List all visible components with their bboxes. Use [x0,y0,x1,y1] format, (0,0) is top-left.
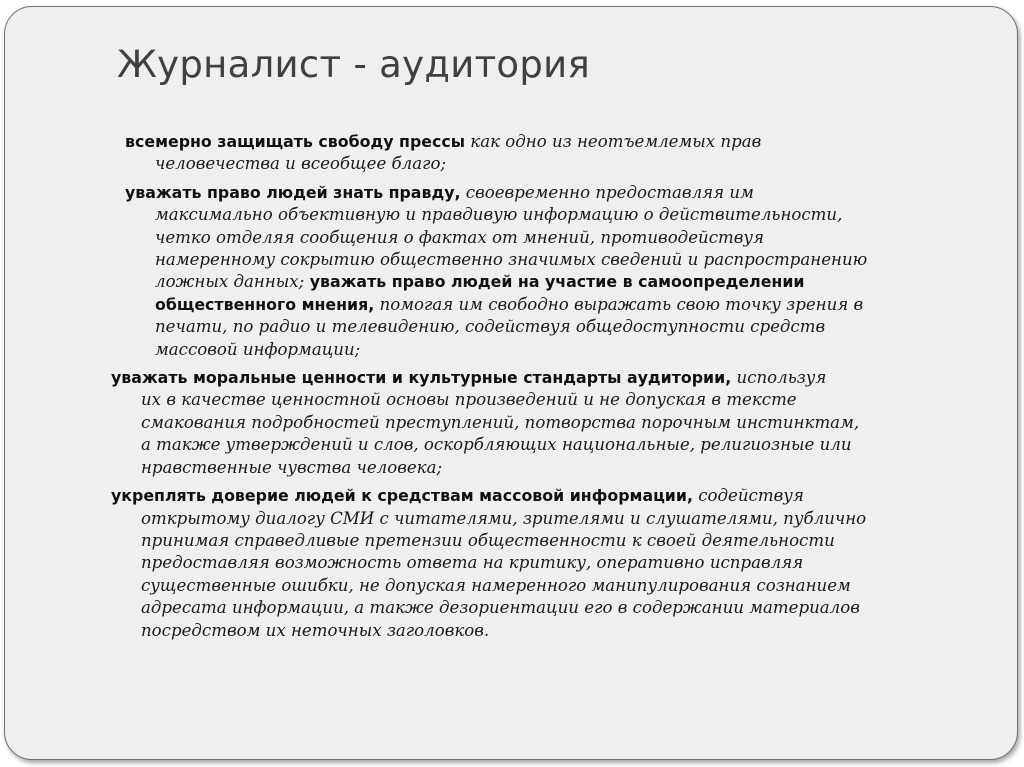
paragraph-2-line-4 [125,249,991,271]
paragraph-2-line-2-text: максимально объективную и правдивую информацию о действительности, [155,205,843,225]
paragraph-2-line-7-text: печати, по радио и телевидению, содействуя общедоступности средств [155,317,826,337]
paragraph-3-line-3-text: смакования подробностей преступлений, потворства порочным инстинктам, [141,412,860,432]
paragraph-2-sublead-cont: общественного мнения, [155,294,375,314]
paragraph-2-line-1-text: своевременно предоставляя им [460,182,754,202]
paragraph-2-line-3-text: четко отделяя сообщения о фактах от мнений, противодействуя [155,227,765,247]
paragraph-1-lead: всемерно защищать свободу прессы [125,132,466,151]
paragraph-3-line-5-text: нравственные чувства человека; [141,457,443,477]
paragraph-3-line-2 [111,389,991,411]
paragraph-4-line-3 [111,530,991,552]
slide [4,6,1018,760]
paragraph-3-line-1 [111,367,991,389]
paragraph-4-line-6-text: адресата информации, а также дезориентации его в содержании материалов [141,598,860,618]
paragraph-1 [125,131,991,176]
paragraph-3-line-4 [111,434,991,456]
slide-title: Журналист - аудитория [117,43,591,86]
paragraph-3-line-4-text: а также утверждений и слов, оскорбляющих национальные, религиозные или [141,435,852,455]
paragraph-1-line-1 [125,131,991,153]
paragraph-3-line-3 [111,412,991,434]
paragraph-2-line-7 [125,316,991,338]
paragraph-4-line-4 [111,552,991,574]
paragraph-1-line-1-text: как одно из неотъемлемых прав [465,132,762,151]
paragraph-4-line-3-text: принимая справедливые претензии общественности к своей деятельности [141,530,835,550]
paragraph-2-line-5-text: ложных данных; [155,272,305,292]
paragraph-4-line-7 [111,620,991,642]
paragraph-3-line-2-text: их в качестве ценностной основы произведений и не допуская в тексте [141,390,797,410]
paragraph-2-line-1 [125,182,991,204]
paragraph-2 [125,182,991,361]
paragraph-4-line-1 [111,485,991,507]
paragraph-4-line-2 [111,508,991,530]
paragraph-3-lead: уважать моральные ценности и культурные стандарты аудитории, [111,368,732,388]
paragraph-4-line-4-text: предоставляя возможность ответа на критику, оперативно исправляя [141,553,804,573]
slide-content [111,131,991,648]
paragraph-4-line-5 [111,575,991,597]
paragraph-2-lead: уважать право людей знать правду, [125,182,461,202]
paragraph-4-line-5-text: существенные ошибки, не допуская намеренного манипулирования сознанием [141,575,851,595]
paragraph-1-line-2-text: человечества и всеобщее благо; [155,154,447,174]
paragraph-1-line-2 [125,153,991,175]
paragraph-2-line-6 [125,294,991,316]
paragraph-4 [111,485,991,642]
paragraph-4-lead: укреплять доверие людей к средствам массовой информации, [111,486,693,506]
paragraph-3 [111,367,991,479]
paragraph-2-line-5 [125,271,991,293]
paragraph-4-line-7-text: посредством их неточных заголовков. [141,620,490,640]
paragraph-2-line-8 [125,339,991,361]
paragraph-4-line-2-text: открытому диалогу СМИ с читателями, зрителями и слушателями, публично [141,508,867,528]
paragraph-2-line-3 [125,227,991,249]
paragraph-2-line-4-text: намеренному сокрытию общественно значимых сведений и распространению [155,250,868,270]
paragraph-2-line-6-text: помогая им свободно выражать свою точку зрения в [374,294,864,314]
paragraph-4-line-1-text: содействуя [692,486,804,506]
paragraph-2-line-8-text: массовой информации; [155,339,361,359]
paragraph-2-line-2 [125,204,991,226]
paragraph-3-line-5 [111,457,991,479]
paragraph-4-line-6 [111,597,991,619]
paragraph-3-line-1-text: используя [731,368,827,388]
paragraph-2-sublead: уважать право людей на участие в самоопределении [304,272,805,292]
